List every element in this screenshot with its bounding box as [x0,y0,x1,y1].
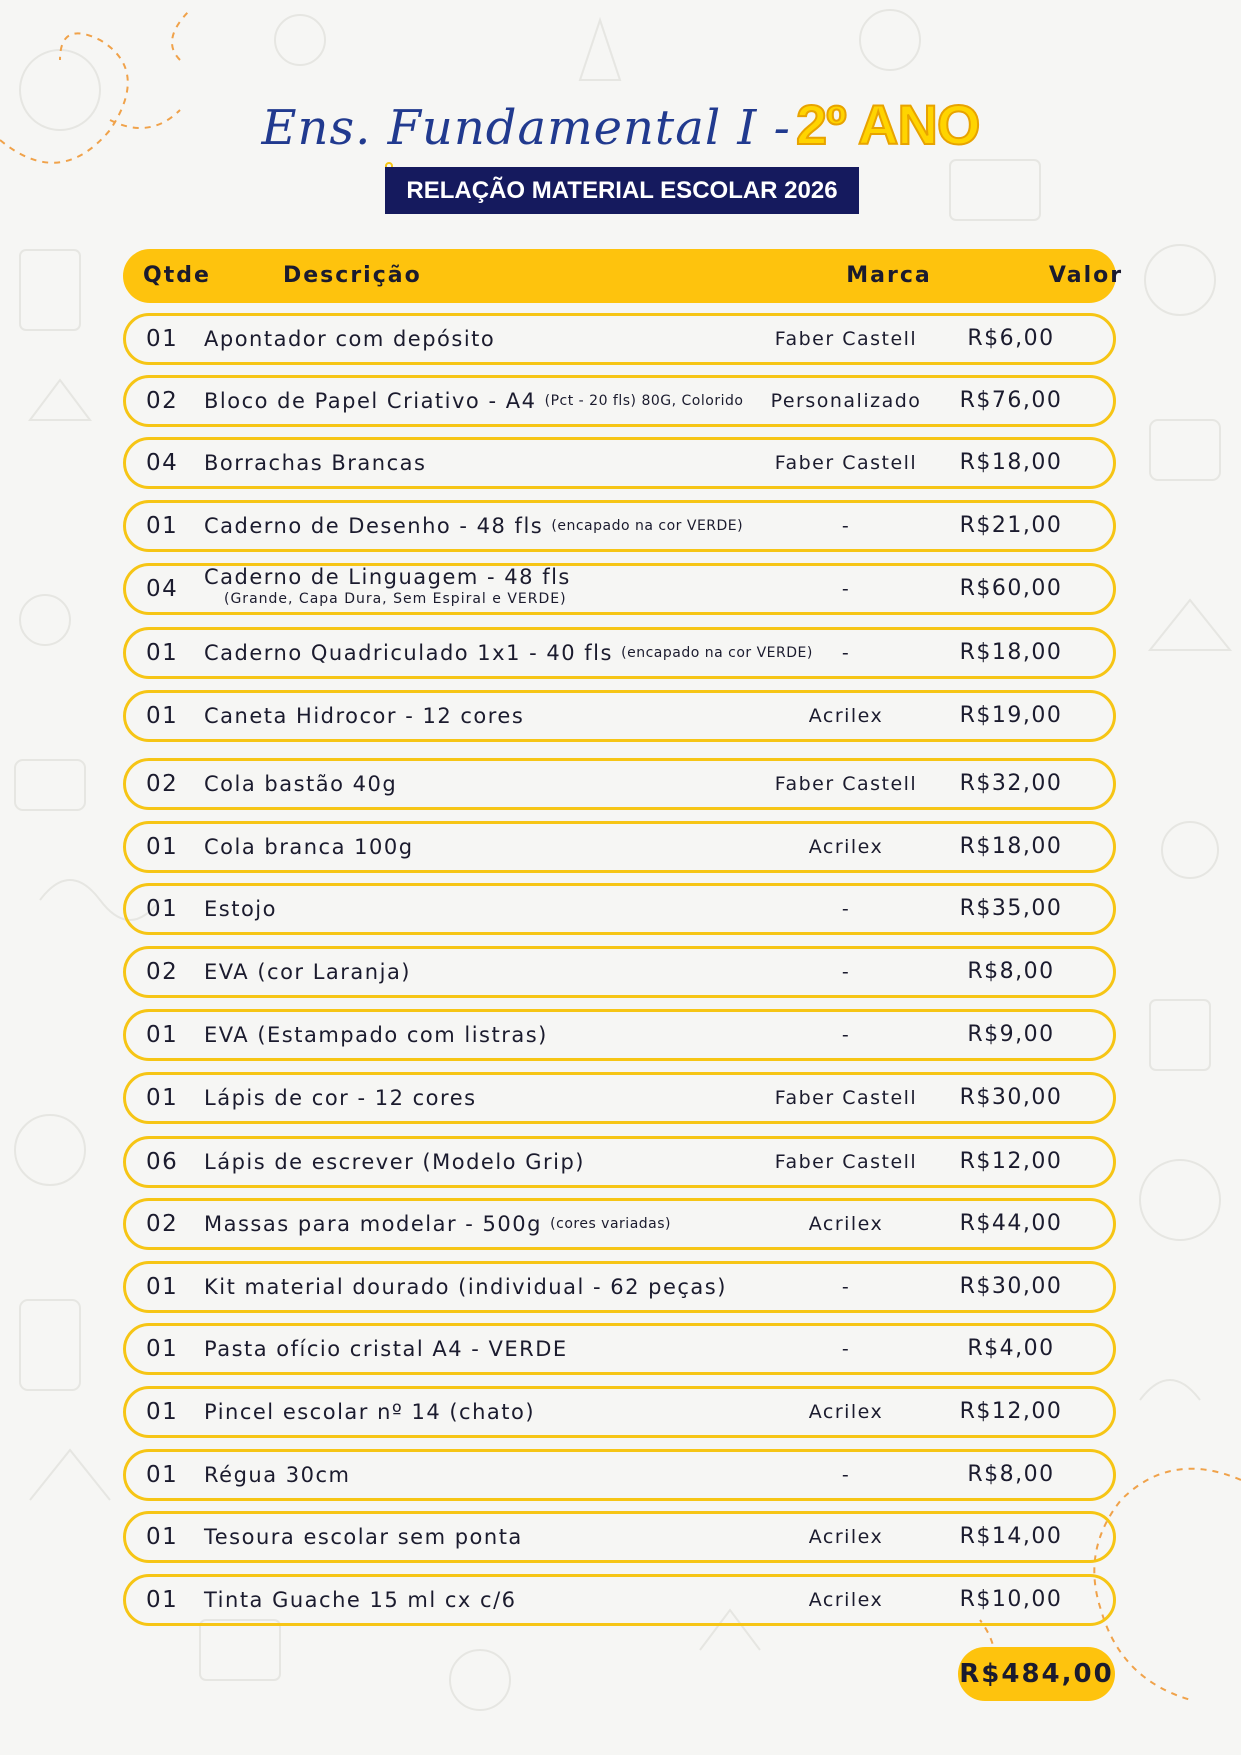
row-brand: Faber Castell [774,1151,918,1173]
row-description-text: Lápis de escrever (Modelo Grip) [204,1150,585,1174]
row-qty: 01 [146,1085,179,1111]
row-qty: 01 [146,1587,179,1613]
table-row [123,1323,1116,1375]
table-row [123,437,1116,489]
row-description-text: Massas para modelar - 500g [204,1212,542,1236]
row-description [204,1201,671,1247]
subtitle-banner: RELAÇÃO MATERIAL ESCOLAR 2026 [385,167,859,214]
row-qty: 06 [146,1149,179,1175]
title-main: Ens. Fundamental I - [261,100,791,156]
row-description [204,630,813,676]
row-description-text: Lápis de cor - 12 cores [204,1086,477,1110]
row-price: R$44,00 [959,1211,1063,1236]
row-description [204,440,426,486]
row-description-text: Bloco de Papel Criativo - A4 [204,389,537,413]
table-row [123,821,1116,873]
row-description-text: Tinta Guache 15 ml cx c/6 [204,1588,517,1612]
row-qty: 01 [146,1399,179,1425]
row-description-note: (Pct - 20 fls) 80G, Colorido [544,393,744,409]
table-row [123,563,1116,615]
row-brand: Acrilex [808,1213,884,1235]
header-qty: Qtde [143,263,211,288]
row-brand: - [841,1024,851,1046]
table-row [123,1072,1116,1124]
row-description-text: Caneta Hidrocor - 12 cores [204,704,525,728]
row-description-text: Tesoura escolar sem ponta [204,1525,523,1549]
row-description-text: Caderno de Linguagem - 48 fls [204,565,571,589]
row-price: R$18,00 [959,640,1063,665]
row-description-text: Pincel escolar nº 14 (chato) [204,1400,536,1424]
table-row [123,1386,1116,1438]
row-brand: Acrilex [808,1526,884,1548]
row-description [204,1012,548,1058]
row-brand: - [841,1276,851,1298]
table-row [123,690,1116,742]
row-brand: - [841,1464,851,1486]
row-price: R$14,00 [959,1524,1063,1549]
row-description-text: Borrachas Brancas [204,451,427,475]
row-qty: 01 [146,1462,179,1488]
row-qty: 01 [146,834,179,860]
row-price: R$10,00 [959,1587,1063,1612]
row-description-text: Estojo [204,897,277,921]
row-description-text: Cola branca 100g [204,835,414,859]
row-qty: 02 [146,1211,179,1237]
row-brand: - [841,898,851,920]
row-description-text: Pasta ofício cristal A4 - VERDE [204,1337,568,1361]
row-price: R$21,00 [959,513,1063,538]
table-row [123,1449,1116,1501]
row-brand: Acrilex [808,1589,884,1611]
row-description-note: (cores variadas) [550,1216,671,1232]
title-grade: 2º ANO [795,93,980,156]
row-description [204,1514,523,1560]
row-price: R$60,00 [959,576,1063,601]
row-brand: Faber Castell [774,1087,918,1109]
header-brand: Marca [846,263,932,288]
row-price: R$8,00 [967,959,1055,984]
row-price: R$18,00 [959,834,1063,859]
table-row [123,1574,1116,1626]
header-price: Valor [1048,263,1124,288]
row-description [204,824,414,870]
row-description-text: EVA (cor Laranja) [204,960,412,984]
row-description-text: Caderno Quadriculado 1x1 - 40 fls [204,641,613,665]
row-qty: 01 [146,640,179,666]
row-price: R$8,00 [967,1462,1055,1487]
row-brand: Faber Castell [774,328,918,350]
row-description-text: Cola bastão 40g [204,772,398,796]
row-brand: Acrilex [808,836,884,858]
row-description-text: Régua 30cm [204,1463,351,1487]
row-brand: - [841,578,851,600]
row-qty: 01 [146,1524,179,1550]
row-description [204,1389,535,1435]
row-description [204,693,524,739]
row-brand: - [841,1338,851,1360]
row-qty: 02 [146,771,179,797]
table-row [123,627,1116,679]
row-description [204,566,571,610]
table-row [123,758,1116,810]
row-price: R$12,00 [959,1399,1063,1424]
row-qty: 01 [146,703,179,729]
row-brand: Acrilex [808,705,884,727]
table-row [123,313,1116,365]
row-qty: 02 [146,388,179,414]
table-row [123,1136,1116,1188]
table-row [123,1198,1116,1250]
row-description [204,378,743,424]
table-row [123,1261,1116,1313]
row-price: R$9,00 [967,1022,1055,1047]
row-description [204,1452,350,1498]
row-qty: 02 [146,959,179,985]
row-qty: 01 [146,1022,179,1048]
row-price: R$30,00 [959,1085,1063,1110]
row-description [204,761,397,807]
row-brand: Acrilex [808,1401,884,1423]
row-price: R$12,00 [959,1149,1063,1174]
row-price: R$18,00 [959,450,1063,475]
row-qty: 01 [146,326,179,352]
row-description [204,886,277,932]
row-description-text: Kit material dourado (individual - 62 peças) [204,1275,727,1299]
header-description: Descrição [283,263,422,288]
row-description [204,949,411,995]
row-price: R$32,00 [959,771,1063,796]
row-qty: 01 [146,1336,179,1362]
row-description [204,316,495,362]
table-row [123,883,1116,935]
row-description [204,503,743,549]
total-badge: R$484,00 [958,1647,1115,1701]
row-description-note: (Grande, Capa Dura, Sem Espiral e VERDE) [224,591,567,607]
row-brand: - [841,642,851,664]
row-qty: 01 [146,1274,179,1300]
row-price: R$4,00 [967,1336,1055,1361]
row-price: R$35,00 [959,896,1063,921]
row-price: R$19,00 [959,703,1063,728]
row-qty: 04 [146,450,179,476]
row-price: R$6,00 [967,326,1055,351]
row-description-text: Apontador com depósito [204,327,496,351]
row-description [204,1139,585,1185]
row-brand: Personalizado [770,390,922,412]
row-qty: 01 [146,896,179,922]
row-brand: Faber Castell [774,452,918,474]
row-description-text: Caderno de Desenho - 48 fls [204,514,544,538]
table-header [123,249,1124,303]
table-row [123,375,1116,427]
row-description [204,1326,568,1372]
page-title [0,92,1241,157]
row-brand: - [841,515,851,537]
row-description [204,1075,477,1121]
row-description [204,1577,517,1623]
row-price: R$76,00 [959,388,1063,413]
table-row [123,1511,1116,1563]
row-description-note: (encapado na cor VERDE) [621,645,813,661]
row-qty: 04 [146,576,179,602]
table-row [123,500,1116,552]
row-brand: - [841,961,851,983]
row-price: R$30,00 [959,1274,1063,1299]
table-row [123,946,1116,998]
row-qty: 01 [146,513,179,539]
row-description [204,1264,727,1310]
row-description-text: EVA (Estampado com listras) [204,1023,548,1047]
row-brand: Faber Castell [774,773,918,795]
row-description-note: (encapado na cor VERDE) [551,518,744,534]
table-row [123,1009,1116,1061]
